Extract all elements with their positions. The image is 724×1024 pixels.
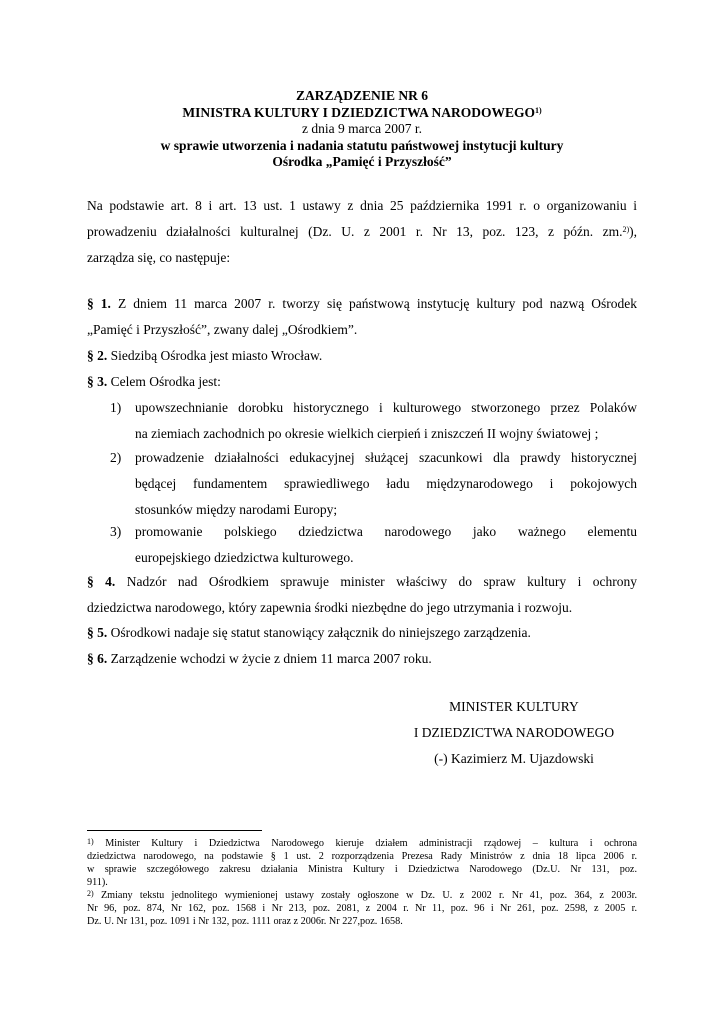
issuer-title xyxy=(0,105,724,122)
section-4-text: Nadzór nad Ośrodkiem sprawuje minister właściwy do spraw kultury i ochrony xyxy=(115,574,637,589)
list-item xyxy=(110,395,637,447)
list-item-line: na ziemiach zachodnich po okresie wielkich cierpień i zniszczeń II wojny światowej ; xyxy=(135,426,599,441)
list-item-line: europejskiego dziedzictwa kulturowego. xyxy=(135,550,354,565)
list-item-number: 2) xyxy=(110,450,122,465)
list-item xyxy=(110,519,637,571)
section-1-line-1 xyxy=(87,291,637,317)
section-1-line-2: „Pamięć i Przyszłość”, zwany dalej „Ośrodkiem”. xyxy=(87,322,358,337)
issuer-name: MINISTRA KULTURY I DZIEDZICTWA NARODOWEGO xyxy=(182,104,535,120)
footnote-2-line-3: Dz. U. Nr 131, poz. 1091 i Nr 132, poz. 1111 oraz z 2006r. Nr 227,poz. 1658. xyxy=(87,916,403,927)
footnote-1-line-2: dziedzictwa narodowego, na podstawie § 1 ust. 2 rozporządzenia Prezesa Rady Ministrów z dnia 18 lipca 2006 r. xyxy=(87,851,637,862)
footnote-2-line-2: Nr 96, poz. 874, Nr 162, poz. 1568 i Nr 213, poz. 2081, z 2004 r. Nr 11, poz. 96 i Nr 261, poz. 2598, z 2005 r. xyxy=(87,903,637,914)
list-item xyxy=(110,445,637,523)
section-4-line-1 xyxy=(87,569,637,595)
footnote-2-text: Zmiany tekstu jednolitego wymienionej ustawy zostały ogłoszone w Dz. U. z 2002 r. Nr 41, poz. 364, z 2003r. xyxy=(93,890,637,901)
section-2 xyxy=(87,343,637,369)
footnote-1-line-3: w sprawie szczegółowego zakresu działania Ministra Kultury i Dziedzictwa Narodowego (Dz.U. Nr 131, poz. xyxy=(87,864,637,875)
list-item-line: stosunków między narodami Europy; xyxy=(135,502,338,517)
footnote-ref-2: 2) xyxy=(622,225,630,234)
list-item-line: prowadzenie działalności edukacyjnej służącej szacunkowi dla prawdy historycznej xyxy=(135,450,637,465)
intro-line-1: Na podstawie art. 8 i art. 13 ust. 1 ustawy z dnia 25 października 1991 r. o organizowaniu i xyxy=(87,198,637,213)
list-item-number: 1) xyxy=(110,400,122,415)
list-item-number: 3) xyxy=(110,524,122,539)
signature-block xyxy=(390,694,638,772)
section-3-text: Celem Ośrodka jest: xyxy=(107,374,221,389)
section-1-text: Z dniem 11 marca 2007 r. tworzy się państwową instytucję kultury pod nazwą Ośrodek xyxy=(110,296,638,311)
intro-line-2-end: ), xyxy=(629,224,637,239)
institution-name: Ośrodka „Pamięć i Przyszłość” xyxy=(272,154,452,169)
subject-line: w sprawie utworzenia i nadania statutu państwowej instytucji kultury xyxy=(160,137,564,153)
footnote-ref-1: 1) xyxy=(534,105,542,115)
signature-title-1: MINISTER KULTURY xyxy=(449,699,579,714)
intro-line-3: zarządza się, co następuje: xyxy=(87,250,231,265)
legal-basis-paragraph xyxy=(87,193,637,271)
section-4 xyxy=(87,569,637,621)
section-6 xyxy=(87,646,637,672)
section-4-line-2: dziedzictwa narodowego, który zapewnia środki niezbędne do jego utrzymania i rozwoju. xyxy=(87,600,573,615)
section-3-label: § 3. xyxy=(87,374,108,389)
signatory-name: (-) Kazimierz M. Ujazdowski xyxy=(434,751,594,766)
section-5 xyxy=(87,620,637,646)
document-header xyxy=(0,88,724,171)
section-3 xyxy=(87,369,637,395)
list-item-line: upowszechnianie dorobku historycznego i kulturowego stworzonego przez Polaków xyxy=(135,400,637,415)
section-6-label: § 6. xyxy=(87,651,108,666)
ordinance-number: ZARZĄDZENIE NR 6 xyxy=(295,88,429,103)
footnote-1-line-4: 911). xyxy=(87,877,108,888)
section-5-label: § 5. xyxy=(87,625,108,640)
signature-title-2: I DZIEDZICTWA NARODOWEGO xyxy=(413,725,615,740)
section-5-text: Ośrodkowi nadaje się statut stanowiący załącznik do niniejszego zarządzenia. xyxy=(107,625,531,640)
issue-date: z dnia 9 marca 2007 r. xyxy=(302,121,422,136)
footnote-1-line-1 xyxy=(87,837,637,850)
section-6-text: Zarządzenie wchodzi w życie z dniem 11 marca 2007 roku. xyxy=(107,651,432,666)
section-1-label: § 1. xyxy=(87,296,111,311)
footnote-2-mark: 2) xyxy=(87,889,94,898)
intro-line-2-text: prowadzeniu działalności kulturalnej (Dz. U. z 2001 r. Nr 13, poz. 123, z późn. zm. xyxy=(87,224,623,239)
footnotes xyxy=(87,837,637,928)
list-item-line: będącej fundamentem sprawiedliwego ładu międzynarodowego i pokojowych xyxy=(135,476,637,491)
footnote-2-line-1 xyxy=(87,889,637,902)
footnote-1-mark: 1) xyxy=(87,837,94,846)
section-2-text: Siedzibą Ośrodka jest miasto Wrocław. xyxy=(107,348,323,363)
section-1 xyxy=(87,291,637,343)
list-item-line: promowanie polskiego dziedzictwa narodowego jako ważnego elementu xyxy=(135,524,637,539)
footnote-divider xyxy=(87,830,262,831)
footnote-1-text: Minister Kultury i Dziedzictwa Narodowego kieruje działem administracji rządowej – kultura i ochrona xyxy=(93,838,637,849)
section-4-label: § 4. xyxy=(87,574,116,589)
intro-line-2 xyxy=(87,219,637,245)
section-2-label: § 2. xyxy=(87,348,108,363)
